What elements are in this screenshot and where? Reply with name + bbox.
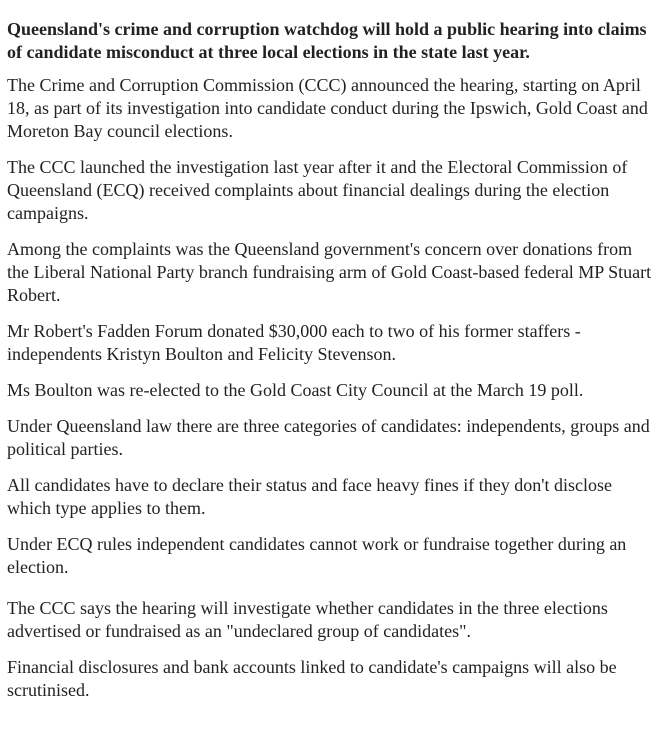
article-paragraph: Financial disclosures and bank accounts linked to candidate's campaigns will also be scrutinised. [7, 657, 617, 700]
article-paragraph: The CCC launched the investigation last year after it and the Electoral Commission of Queensland (ECQ) received complaints about financial dealings during the election campaigns. [7, 157, 628, 223]
article-paragraph: Under ECQ rules independent candidates cannot work or fundraise together during an election. [7, 534, 627, 577]
article-paragraph: Ms Boulton was re-elected to the Gold Coast City Council at the March 19 poll. [7, 380, 584, 400]
article-lead: Queensland's crime and corruption watchdog will hold a public hearing into claims of candidate misconduct at three local elections in the state last year. [7, 19, 647, 62]
article-paragraph: The Crime and Corruption Commission (CCC) announced the hearing, starting on April 18, as part of its investigation into candidate conduct during the Ipswich, Gold Coast and Moreton Bay council elections. [7, 75, 648, 141]
article-paragraph: All candidates have to declare their status and face heavy fines if they don't disclose which type applies to them. [7, 475, 613, 518]
article-paragraph: Among the complaints was the Queensland government's concern over donations from the Liberal National Party branch fundraising arm of Gold Coast-based federal MP Stuart Robert. [7, 239, 652, 305]
article-paragraph: The CCC says the hearing will investigate whether candidates in the three elections advertised or fundraised as an "undeclared group of candidates". [7, 598, 608, 641]
article-paragraph: Mr Robert's Fadden Forum donated $30,000 each to two of his former staffers - independents Kristyn Boulton and Felicity Stevenson. [7, 321, 581, 364]
article-paragraph: Under Queensland law there are three categories of candidates: independents, groups and political parties. [7, 416, 650, 459]
